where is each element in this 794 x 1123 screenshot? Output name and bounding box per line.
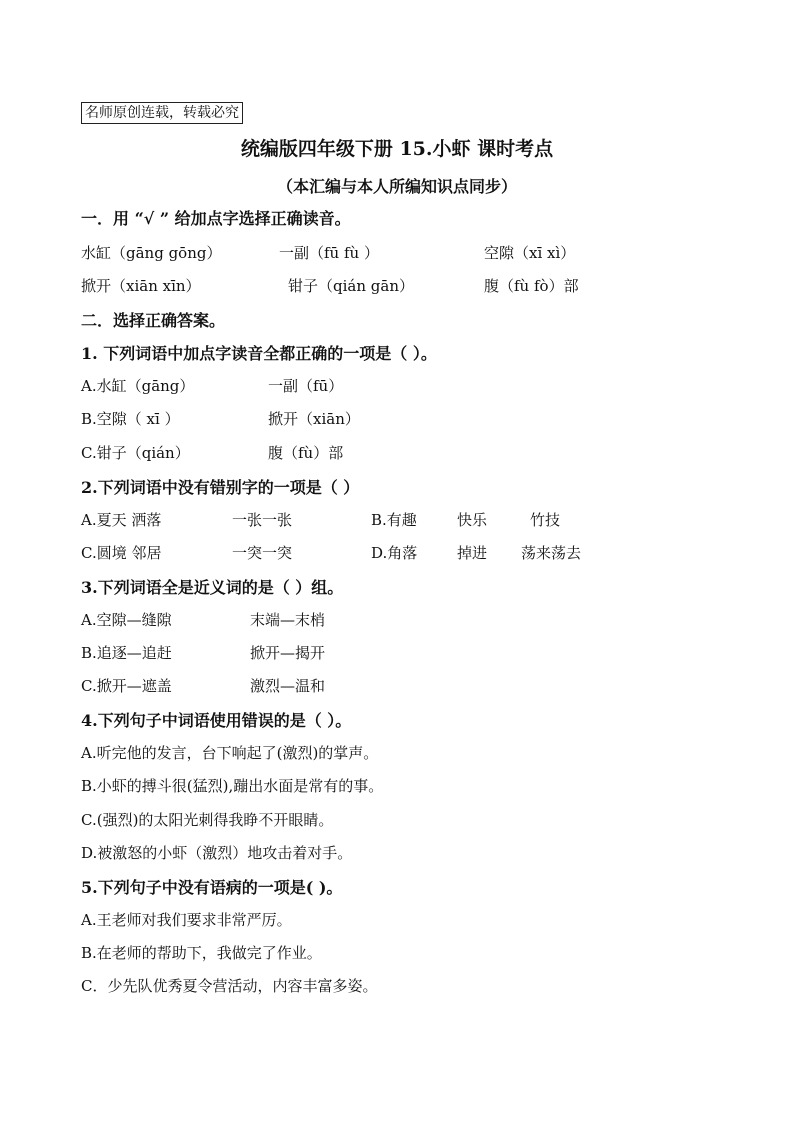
page-subtitle: （本汇编与本人所编知识点同步） (276, 177, 517, 196)
pinyin-item: 腹（fù fò）部 (484, 277, 579, 295)
q4-option: A.听完他的发言，台下响起了(激烈)的掌声。 (81, 744, 379, 762)
question-4-stem: 4.下列句子中词语使用错误的是（ ）。 (81, 711, 352, 730)
q2-option: C.圆境 邻居 (81, 544, 162, 562)
q3-option: 末端—末梢 (250, 611, 326, 629)
q2-option: 竹技 (530, 511, 561, 529)
q1-option: 一副（fū） (268, 377, 344, 395)
q1-option: 掀开（xiān） (268, 410, 360, 428)
q2-option: 一突一突 (232, 544, 293, 562)
q5-option: B.在老师的帮助下，我做完了作业。 (81, 944, 322, 962)
question-2-stem: 2.下列词语中没有错别字的一项是（ ） (81, 478, 360, 497)
q3-option: 掀开—揭开 (250, 644, 326, 662)
section-2-heading: 二．选择正确答案。 (81, 311, 226, 330)
q2-option: 荡来荡去 (521, 544, 582, 562)
q2-option: B.有趣 (371, 511, 417, 529)
page-title: 统编版四年级下册 15.小虾 课时考点 (240, 138, 554, 160)
copyright-stamp: 名师原创连载，转载必究 (81, 102, 243, 124)
q2-option: 一张一张 (232, 511, 293, 529)
question-5-stem: 5.下列句子中没有语病的一项是( )。 (81, 878, 343, 897)
question-1-stem: 1. 下列词语中加点字读音全都正确的一项是（ ）。 (81, 344, 437, 363)
q2-option: 掉进 (457, 544, 488, 562)
q5-option: A.王老师对我们要求非常严厉。 (81, 911, 292, 929)
pinyin-item: 水缸（gāng gōng） (81, 244, 222, 262)
q3-option: 激烈—温和 (250, 677, 326, 695)
question-3-stem: 3.下列词语全是近义词的是（ ）组。 (81, 578, 344, 597)
q1-option: 腹（fù）部 (268, 444, 344, 462)
q1-option: A.水缸（gāng） (81, 377, 195, 395)
pinyin-item: 空隙（xī xì） (484, 244, 576, 262)
q4-option: C.(强烈)的太阳光刺得我睁不开眼睛。 (81, 811, 334, 829)
q4-option: D.被激怒的小虾（激烈）地攻击着对手。 (81, 844, 353, 862)
q3-option: B.追逐—追赶 (81, 644, 172, 662)
q2-option: 快乐 (457, 511, 488, 529)
q2-option: A.夏天 洒落 (81, 511, 162, 529)
q1-option: B.空隙（ xī ） (81, 410, 180, 428)
pinyin-item: 一副（fū fù ） (279, 244, 379, 262)
q5-option: C．少先队优秀夏令营活动，内容丰富多姿。 (81, 977, 378, 995)
q1-option: C.钳子（qián） (81, 444, 190, 462)
section-1-heading: 一．用 “√ ” 给加点字选择正确读音。 (81, 209, 351, 228)
pinyin-item: 钳子（qián gān） (288, 277, 414, 295)
q3-option: C.掀开—遮盖 (81, 677, 172, 695)
q3-option: A.空隙—缝隙 (81, 611, 172, 629)
q2-option: D.角落 (371, 544, 418, 562)
q4-option: B.小虾的搏斗很(猛烈),蹦出水面是常有的事。 (81, 777, 384, 795)
pinyin-item: 掀开（xiān xīn） (81, 277, 201, 295)
